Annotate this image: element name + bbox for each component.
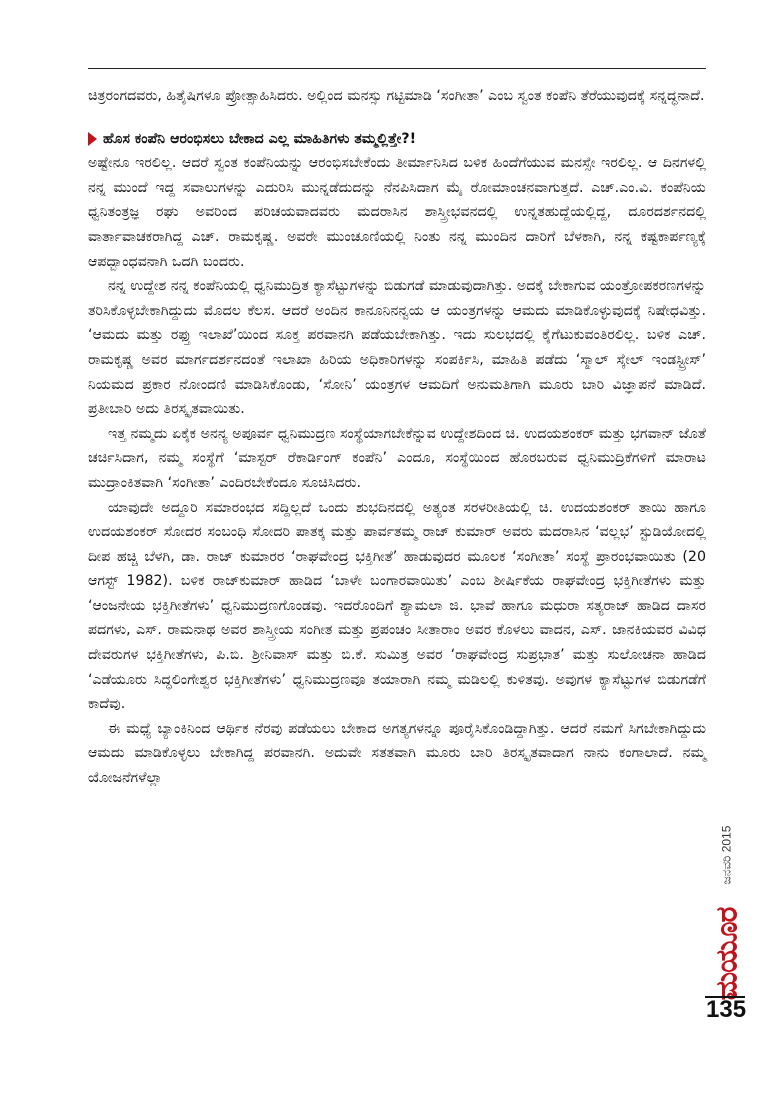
page-number: 135 [706, 996, 747, 1023]
magazine-logo-text: ಮಯೂರ [709, 907, 745, 1001]
paragraph-3: ಇತ್ತ ನಮ್ಮದು ಏಕೈಕ ಅನನ್ಯ ಅಪೂರ್ವ ಧ್ವನಿಮುದ್ರಣ ಸಂಸ್ಥೆಯಾಗಬೇಕೆನ್ನುವ ಉದ್ದೇಶದಿಂದ ಚಿ. ಉದಯಶಂಕರ್ ಮತ್ತು ಭಗವಾನ್ ಜೊತೆ ಚರ್ಚಿಸಿದಾಗ, ನಮ್ಮ ಸಂಸ್ಥೆಗೆ ‘ಮಾಸ್ಟರ್ ರೆಕಾರ್ಡಿಂಗ್ ಕಂಪೆನಿ’ ಎಂದೂ, ಸಂಸ್ಥೆಯಿಂದ ಹೊರಬರುವ ಧ್ವನಿಮುದ್ರಿಕೆಗಳಿಗೆ ಮಾರಾಟ ಮುದ್ರಾಂಕಿತವಾಗಿ ‘ಸಂಗೀತಾ’ ಎಂದಿರಬೇಕೆಂದೂ ಸೂಚಿಸಿದರು. [88, 425, 706, 491]
article-body [88, 84, 706, 791]
paragraph-1: ಅಷ್ಟೇನೂ ಇರಲಿಲ್ಲ. ಆದರೆ ಸ್ವಂತ ಕಂಪೆನಿಯನ್ನು ಆರಂಭಿಸಬೇಕೆಂದು ತೀರ್ಮಾನಿಸಿದ ಬಳಿಕ ಹಿಂದೆಗೆಯುವ ಮನಸ್ಸೇ ಇರಲಿಲ್ಲ. ಆ ದಿನಗಳಲ್ಲಿ ನನ್ನ ಮುಂದೆ ಇದ್ದ ಸವಾಲುಗಳನ್ನು ಎದುರಿಸಿ ಮುನ್ನಡೆದುದನ್ನು ನೆನಪಿಸಿದಾಗ ಮೈ ರೋಮಾಂಚನವಾಗುತ್ತದೆ. ಎಚ್.ಎಂ.ವಿ. ಕಂಪೆನಿಯ ಧ್ವನಿತಂತ್ರಜ್ಞ ರಘು ಅವರಿಂದ ಪರಿಚಯವಾದವರು ಮದರಾಸಿನ ಶಾಸ್ತ್ರೀಭವನದಲ್ಲಿ ಉನ್ನತಹುದ್ದೆಯಲ್ಲಿದ್ದ, ದೂರದರ್ಶನದಲ್ಲಿ ವಾರ್ತಾವಾಚಕರಾಗಿದ್ದ ಎಚ್. ರಾಮಕೃಷ್ಣ. ಅವರೇ ಮುಂಚೂಣಿಯಲ್ಲಿ ನಿಂತು ನನ್ನ ಮುಂದಿನ ದಾರಿಗೆ ಬೆಳಕಾಗಿ, ನನ್ನ ಕಷ್ಟಕಾರ್ಪಣ್ಯಕ್ಕೆ ಆಪದ್ಬಾಂಧವನಾಗಿ ಒದಗಿ ಬಂದರು. [88, 155, 706, 270]
paragraph-5: ಈ ಮಧ್ಯೆ ಬ್ಯಾಂಕಿನಿಂದ ಆರ್ಥಿಕ ನೆರವು ಪಡೆಯಲು ಬೇಕಾದ ಅಗತ್ಯಗಳನ್ನೂ ಪೂರೈಸಿಕೊಂಡಿದ್ದಾಗಿತ್ತು. ಆದರೆ ನಮಗೆ ಸಿಗಬೇಕಾಗಿದ್ದುದು ಆಮದು ಮಾಡಿಕೊಳ್ಳಲು ಬೇಕಾಗಿದ್ದ ಪರವಾನಗಿ. ಅದುವೇ ಸತತವಾಗಿ ಮೂರು ಬಾರಿ ತಿರಸ್ಕೃತವಾದಾಗ ನಾನು ಕಂಗಾಲಾದೆ. ನಮ್ಮ ಯೋಜನೆಗಳೆಲ್ಲಾ [88, 720, 706, 787]
paragraph-4: ಯಾವುದೇ ಅದ್ದೂರಿ ಸಮಾರಂಭದ ಸದ್ದಿಲ್ಲದೆ ಒಂದು ಶುಭದಿನದಲ್ಲಿ ಅತ್ಯಂತ ಸರಳರೀತಿಯಲ್ಲಿ ಚಿ. ಉದಯಶಂಕರ್ ತಾಯಿ ಹಾಗೂ ಉದಯಶಂಕರ್ ಸೋದರ ಸಂಬಂಧಿ ಸೋದರಿ ಪಾತಕ್ಕ ಮತ್ತು ಪಾರ್ವತಮ್ಮ ರಾಜ್ ಕುಮಾರ್ ಅವರು ಮದರಾಸಿನ ‘ವಲ್ಲಭ’ ಸ್ಟುಡಿಯೋದಲ್ಲಿ ದೀಪ ಹಚ್ಚಿ ಬೆಳಗಿ, ಡಾ. ರಾಜ್ ಕುಮಾರರ ‘ರಾಘವೇಂದ್ರ ಭಕ್ತಿಗೀತೆ’ ಹಾಡುವುದರ ಮೂಲಕ ‘ಸಂಗೀತಾ’ ಸಂಸ್ಥೆ ಪ್ರಾರಂಭವಾಯಿತು (20 ಆಗಸ್ಟ್ 1982). ಬಳಿಕ ರಾಜ್‌ಕುಮಾರ್ ಹಾಡಿದ ‘ಬಾಳೇ ಬಂಗಾರವಾಯಿತು’ ಎಂಬ ಶೀರ್ಷಿಕೆಯ ರಾಘವೇಂದ್ರ ಭಕ್ತಿಗೀತೆಗಳು ಮತ್ತು ‘ಆಂಜನೇಯ ಭಕ್ತಿಗೀತೆಗಳು’ ಧ್ವನಿಮುದ್ರಣಗೊಂಡವು. ಇದರೊಂದಿಗೆ ಶ್ಯಾಮಲಾ ಜಿ. ಭಾವೆ ಹಾಗೂ ಮಧುರಾ ಸತ್ಯರಾಜ್ ಹಾಡಿದ ದಾಸರ ಪದಗಳು, ಎಸ್. ರಾಮನಾಥ ಅವರ ಶಾಸ್ತ್ರೀಯ ಸಂಗೀತ ಮತ್ತು ಪ್ರಪಂಚಂ ಸೀತಾರಾಂ ಅವರ ಕೊಳಲು ವಾದನ, ಎಸ್. ಜಾನಕಿಯವರ ವಿವಿಧ ದೇವರುಗಳ ಭಕ್ತಿಗೀತೆಗಳು, ಪಿ.ಬಿ. ಶ್ರೀನಿವಾಸ್ ಮತ್ತು ಬಿ.ಕೆ. ಸುಮಿತ್ರ ಅವರ ‘ರಾಘವೇಂದ್ರ ಸುಪ್ರಭಾತ’ ಮತ್ತು ಸುಲೋಚನಾ ಹಾಡಿದ ‘ಎಡೆಯೂರು ಸಿದ್ಧಲಿಂಗೇಶ್ವರ ಭಕ್ತಿಗೀತೆಗಳು’ ಧ್ವನಿಮುದ್ರಣವೂ ತಯಾರಾಗಿ ನಮ್ಮ ಮಡಿಲಲ್ಲಿ ಕುಳಿತವು. ಅವುಗಳ ಕ್ಯಾಸೆಟ್ಟುಗಳ ಬಿಡುಗಡೆಗೆ ಕಾದೆವು. [88, 499, 706, 713]
magazine-logo [709, 907, 745, 1001]
side-strip [709, 800, 745, 1001]
top-rule [88, 68, 706, 69]
section-heading-text: ಹೊಸ ಕಂಪೆನಿ ಆರಂಭಿಸಲು ಬೇಕಾದ ಎಲ್ಲ ಮಾಹಿತಿಗಳು ತಮ್ಮಲ್ಲಿತ್ತೇ?! [103, 130, 417, 147]
issue-date-text: ಜನವರಿ 2015 [719, 825, 734, 885]
paragraph-2: ನನ್ನ ಉದ್ದೇಶ ನನ್ನ ಕಂಪೆನಿಯಲ್ಲಿ ಧ್ವನಿಮುದ್ರಿತ ಕ್ಯಾಸೆಟ್ಟುಗಳನ್ನು ಬಿಡುಗಡೆ ಮಾಡುವುದಾಗಿತ್ತು. ಅದಕ್ಕೆ ಬೇಕಾಗುವ ಯಂತ್ರೋಪಕರಣಗಳನ್ನು ತರಿಸಿಕೊಳ್ಳಬೇಕಾಗಿದ್ದುದು ಮೊದಲ ಕೆಲಸ. ಆದರೆ ಅಂದಿನ ಕಾನೂನಿನನ್ವಯ ಆ ಯಂತ್ರಗಳನ್ನು ಆಮದು ಮಾಡಿಕೊಳ್ಳುವುದಕ್ಕೆ ನಿಷೇಧವಿತ್ತು. ‘ಆಮದು ಮತ್ತು ರಫ್ತು ಇಲಾಖೆ’ಯಿಂದ ಸೂಕ್ತ ಪರವಾನಗಿ ಪಡೆಯಬೇಕಾಗಿತ್ತು. ಇದು ಸುಲಭದಲ್ಲಿ ಕೈಗೆಟುಕುವಂತಿರಲಿಲ್ಲ. ಬಳಿಕ ಎಚ್. ರಾಮಕೃಷ್ಣ ಅವರ ಮಾರ್ಗದರ್ಶನದಂತೆ ಇಲಾಖಾ ಹಿರಿಯ ಅಧಿಕಾರಿಗಳನ್ನು ಸಂಪರ್ಕಿಸಿ, ಮಾಹಿತಿ ಪಡೆದು ‘ಸ್ಮಾಲ್ ಸ್ಕೇಲ್ ಇಂಡಸ್ಟ್ರೀಸ್’ ನಿಯಮದ ಪ್ರಕಾರ ನೋಂದಣಿ ಮಾಡಿಸಿಕೊಂಡು, ‘ಸೋನಿ’ ಯಂತ್ರಗಳ ಆಮದಿಗೆ ಅನುಮತಿಗಾಗಿ ಮೂರು ಬಾರಿ ವಿಜ್ಞಾಪನೆ ಮಾಡಿದೆ. ಪ್ರತೀಬಾರಿ ಅದು ತಿರಸ್ಕೃತವಾಯಿತು. [88, 278, 706, 418]
triangle-bullet-icon [88, 132, 97, 146]
intro-paragraph: ಚಿತ್ರರಂಗದವರು, ಹಿತೈಷಿಗಳೂ ಪ್ರೋತ್ಸಾಹಿಸಿದರು. ಅಲ್ಲಿಂದ ಮನಸ್ಸು ಗಟ್ಟಿಮಾಡಿ ‘ಸಂಗೀತಾ’ ಎಂಬ ಸ್ವಂತ ಕಂಪೆನಿ ತೆರೆಯುವುದಕ್ಕೆ ಸನ್ನದ್ಧನಾದೆ. [88, 88, 705, 104]
section-heading [88, 127, 706, 152]
issue-date [713, 800, 741, 910]
